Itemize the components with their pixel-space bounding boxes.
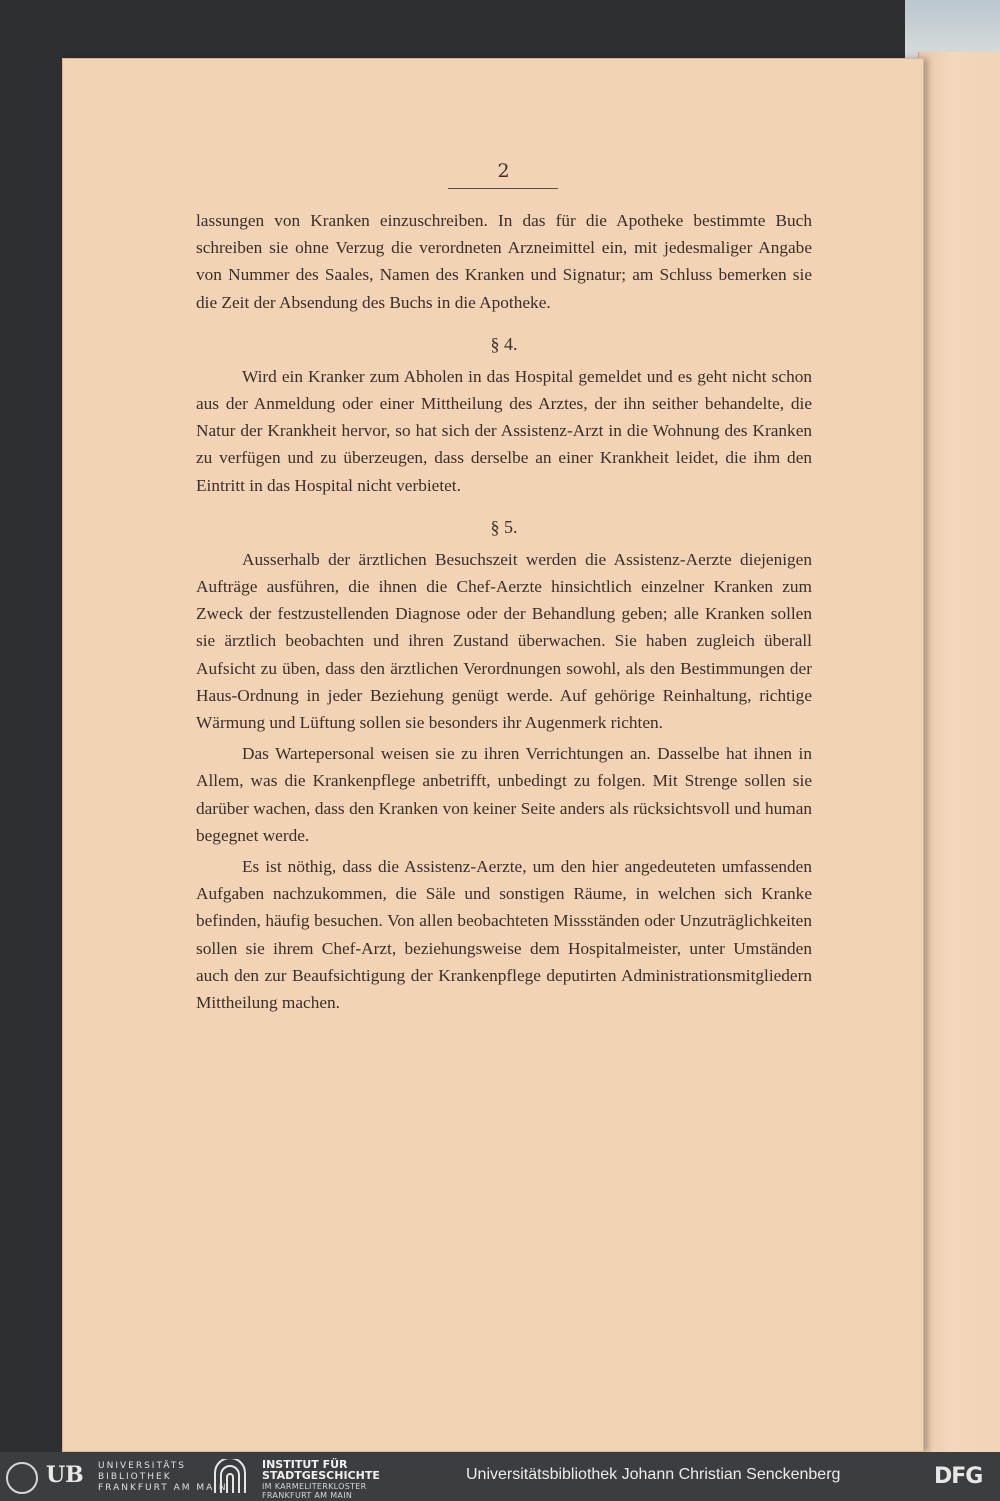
facing-page-edge — [918, 52, 1000, 1452]
isg-line-3: IM KARMELITERKLOSTER — [262, 1482, 367, 1491]
isg-line-4: FRANKFURT AM MAIN — [262, 1491, 353, 1500]
ub-line-3: FRANKFURT AM MAIN — [98, 1483, 228, 1493]
section-5-heading: § 5. — [490, 516, 518, 537]
section-4-heading: § 4. — [490, 333, 518, 354]
page-content — [196, 160, 812, 1016]
isg-line-2: STADTGESCHICHTE — [262, 1469, 380, 1482]
isg-line-1: INSTITUT FÜR — [262, 1458, 348, 1471]
ub-line-1: UNIVERSITÄTS — [98, 1461, 186, 1471]
section-5-paragraph-3: Es ist nöthig, dass die Assistenz-Aerzte, um den hier angedeuteten umfassenden Aufgaben nachzukommen, die Säle und sonstigen Räume, in welchen sich Kranke befinden, häufig besuchen. Von allen beobachteten Missständen oder Unzuträglichkeiten sollen sie ihrem Chef-Arzt, beziehungsweise dem Hospitalmeister, unter Umständen auch den zur Beaufsichtigung der Krankenpflege deputirten Administrationsmitgliedern Mittheilung machen. — [196, 857, 812, 1013]
isg-location — [262, 1482, 367, 1500]
ub-name — [98, 1461, 228, 1494]
section-5-paragraph-1: Ausserhalb der ärztlichen Besuchszeit werden die Assistenz-Aerzte diejenigen Aufträge ausführen, die ihnen die Chef-Aerzte hinsichtlich einzelner Kranken zum Zweck der festzustellenden Diagnose oder der Behandlung geben; alle Kranken sollen sie ärztlich beobachten und ihren Zustand überwachen. Sie haben zugleich überall Aufsicht zu üben, dass den ärztlichen Verordnungen sowohl, als den Bestimmungen der Haus-Ordnung in jeder Beziehung genügt werde. Auf gehörige Reinhaltung, richtige Wärmung und Lüftung sollen sie besonders ihr Augenmerk richten. — [196, 549, 812, 733]
isg-name[interactable] — [262, 1459, 380, 1481]
isg-arch-icon — [212, 1459, 248, 1495]
paragraph-continuation: lassungen von Kranken einzuschreiben. In das für die Apotheke bestimmte Buch schreiben sie ohne Verzug die verordneten Arzneimittel ein, mit jedesmaliger Angabe von Nummer des Saales, Namen des Kranken und Signatur; am Schluss bemerken sie die Zeit der Absendung des Buchs in die Apotheke. — [196, 211, 812, 312]
section-4-paragraph: Wird ein Kranker zum Abholen in das Hospital gemeldet und es geht nicht schon aus der Anmeldung oder einer Mittheilung des Arztes, der ihn seither behandelte, die Natur der Krankheit hervor, so hat sich der Assistenz-Arzt in die Wohnung des Kranken zu verfügen und zu überzeugen, dass derselbe an einer Krankheit leidet, die ihm den Eintritt in das Hospital nicht verbietet. — [196, 366, 812, 495]
ub-seal-icon — [6, 1462, 38, 1494]
ub-logo[interactable]: UB — [46, 1462, 84, 1488]
page-number: 2 — [497, 160, 511, 182]
footer-bar — [0, 1452, 1000, 1501]
dfg-logo[interactable]: DFG — [934, 1464, 983, 1489]
footer-title: Universitätsbibliothek Johann Christian Senckenberg — [466, 1466, 841, 1483]
section-5-paragraph-2: Das Wartepersonal weisen sie zu ihren Verrichtungen an. Dasselbe hat ihnen in Allem, was die Krankenpflege anbetrifft, unbedingt zu folgen. Mit Strenge sollen sie darüber wachen, dass den Kranken von keiner Seite anders als rücksichtsvoll und human begegnet werde. — [196, 744, 812, 845]
ub-line-2: BIBLIOTHEK — [98, 1472, 172, 1482]
page-number-rule — [448, 188, 558, 189]
